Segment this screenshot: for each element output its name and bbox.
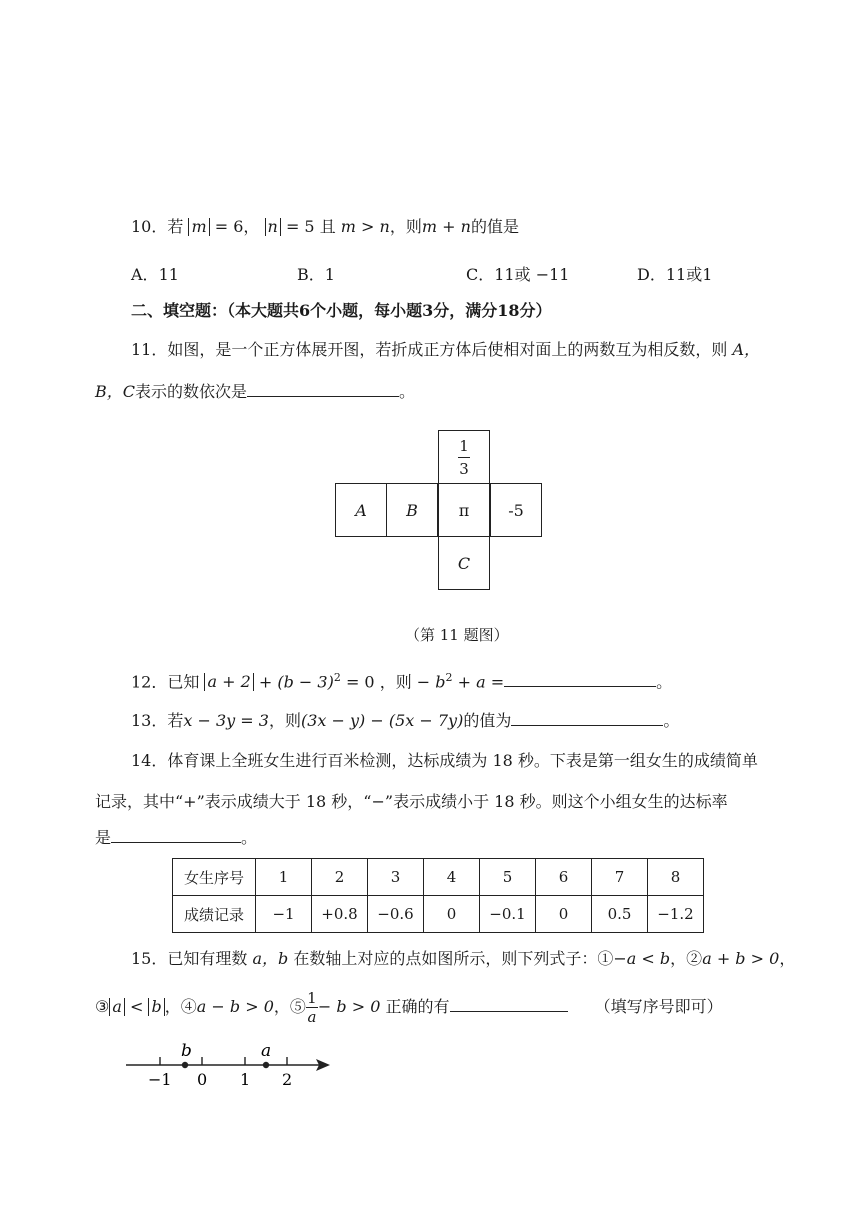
table-cell: 7: [592, 859, 648, 896]
option-letter: A．: [131, 265, 159, 284]
q12-answer-blank[interactable]: [504, 670, 656, 687]
tick-label: 2: [282, 1070, 293, 1089]
option-letter: B．: [297, 265, 325, 284]
table-cell: −1: [256, 896, 312, 933]
statement-3-marker: ③: [95, 997, 110, 1016]
option-text: 11或1: [665, 265, 713, 284]
net-cell-c: C: [438, 536, 490, 590]
table-cell: 5: [480, 859, 536, 896]
table-cell: 2: [312, 859, 368, 896]
statement-1: −a < b: [613, 949, 671, 968]
tick-label: 0: [197, 1070, 208, 1089]
abs-b: b: [148, 998, 164, 1016]
statement-4-marker: ④: [180, 997, 197, 1016]
table-cell: −0.6: [368, 896, 424, 933]
tick-label: −1: [148, 1070, 172, 1089]
q15-mid: 在数轴上对应的点如图所示，则下列式子：: [293, 949, 598, 968]
statement-2-marker: ②: [686, 949, 703, 968]
q13-answer-blank[interactable]: [511, 709, 663, 726]
option-letter: D．: [637, 265, 666, 284]
abs-n: n: [265, 218, 281, 236]
table-row-header: 成绩记录: [173, 896, 256, 933]
q12-end: 。: [656, 672, 673, 692]
q12-expr: − b: [416, 672, 446, 692]
net-cell-top: [438, 430, 490, 484]
q11-line2: [95, 380, 415, 403]
tick-label: 1: [240, 1070, 251, 1089]
net-cell-a: A: [335, 483, 387, 537]
q15-prefix: 15．已知有理数: [131, 949, 248, 968]
q14-text3: 是: [95, 828, 112, 847]
q15-vars: a，b: [252, 949, 289, 968]
q12-eq: = 0 ，则: [345, 672, 412, 692]
q10-tail: 的值是: [470, 217, 519, 236]
table-row-header: 女生序号: [173, 859, 256, 896]
fraction-denominator: a: [307, 1008, 317, 1026]
fraction-one-over-a: [306, 990, 318, 1025]
fraction-numerator: 1: [307, 989, 317, 1007]
q13-expression: (3x − y) − (5x − 7y): [300, 711, 464, 730]
statement-3-lt: <: [129, 997, 144, 1016]
q15-hint: （填写序号即可）: [594, 997, 723, 1016]
q15-line1: 15．已知有理数 a，b 在数轴上对应的点如图所示，则下列式子：①−a < b，②a + b > 0，: [131, 949, 796, 968]
table-row: [173, 859, 704, 896]
q14-line3: [95, 826, 257, 849]
abs-a: a: [109, 998, 125, 1016]
table-cell: 3: [368, 859, 424, 896]
point-a: [263, 1062, 269, 1068]
section-title: 二、填空题：: [131, 301, 228, 320]
q10-text-post: ，则: [389, 217, 422, 236]
table-cell: 0.5: [592, 896, 648, 933]
q10-stem: [131, 216, 519, 238]
label-a: a: [261, 1041, 272, 1061]
q13-tail: 的值为: [463, 711, 512, 730]
q15-line2: ③ a < b ，④a − b > 0，⑤ $\frac{1}{a}$ − b > 0 正确的有 （填写序号即可）: [95, 989, 723, 1026]
q15-correct-label: 正确的有: [385, 997, 450, 1016]
table-cell: 8: [648, 859, 704, 896]
q10-text: 若: [167, 217, 184, 236]
q10-option-c: [466, 262, 569, 285]
q11-answer-blank[interactable]: [247, 380, 399, 397]
abs-m: m: [188, 218, 209, 236]
table-cell: +0.8: [312, 896, 368, 933]
section-desc: （本大题共6个小题，每小题3分，满分18分）: [227, 301, 552, 320]
fraction-numerator: 1: [459, 436, 469, 455]
q10-option-b: [297, 262, 335, 285]
net-cell-b: B: [386, 483, 438, 537]
option-text: 11: [158, 265, 179, 284]
q11-var-a: A，: [732, 340, 761, 359]
statement-1-marker: ①: [597, 949, 614, 968]
q12-stem: [131, 667, 672, 693]
q12-term: + (b − 3): [258, 672, 334, 692]
q13-prefix: 13．若: [131, 711, 184, 730]
label-b: b: [181, 1041, 192, 1061]
q11-text: 11．如图，是一个正方体展开图，若折成正方体后使相对面上的两数互为相反数，则: [131, 340, 728, 359]
q13-end: 。: [663, 711, 680, 730]
q12-exponent: 2: [333, 671, 341, 684]
net-cell-pi: π: [438, 483, 490, 537]
statement-2: a + b > 0: [702, 949, 780, 968]
section-heading: [131, 300, 552, 322]
q10-option-a: [131, 262, 179, 285]
table-cell: 6: [536, 859, 592, 896]
fraction-one-third: [458, 437, 470, 478]
option-text: 11或 −11: [494, 265, 570, 284]
table-cell: 1: [256, 859, 312, 896]
q10-number: 10．: [131, 217, 168, 236]
q10-condition: m > n: [340, 217, 390, 236]
option-letter: C．: [466, 265, 495, 284]
q12-prefix: 12．已知: [131, 672, 200, 692]
q11-line1: [131, 339, 760, 361]
number-line: [120, 1036, 340, 1096]
table-cell: −0.1: [480, 896, 536, 933]
figure-caption: （第 11 题图）: [405, 626, 509, 644]
q14-answer-blank[interactable]: [111, 826, 241, 843]
statement-5-marker: ⑤: [289, 997, 306, 1016]
q13-mid: ，则: [268, 711, 301, 730]
q12-exponent2: 2: [445, 671, 453, 684]
q12-expr2: + a =: [457, 672, 505, 692]
fraction-bar: [458, 457, 470, 458]
q14-line1: 14．体育课上全班女生进行百米检测，达标成绩为 18 秒。下表是第一组女生的成绩简单: [131, 751, 758, 770]
table-cell: −1.2: [648, 896, 704, 933]
q10-option-d: [637, 262, 712, 285]
q13-condition: x − 3y = 3: [183, 711, 269, 730]
abs-a-plus-2: a + 2: [204, 673, 253, 691]
q14-end: 。: [241, 828, 258, 847]
q10-eq6: = 6，: [214, 217, 260, 236]
statement-5: − b > 0: [317, 997, 381, 1016]
q11-text2: 表示的数依次是: [135, 382, 248, 401]
q11-end: 。: [399, 382, 416, 401]
q10-eq5: = 5 且: [285, 217, 336, 236]
scores-table: [172, 858, 704, 933]
table-cell: 4: [424, 859, 480, 896]
statement-4: a − b > 0: [196, 997, 274, 1016]
fraction-denominator: 3: [459, 459, 469, 478]
table-row: [173, 896, 704, 933]
option-text: 1: [324, 265, 335, 284]
table-cell: 0: [536, 896, 592, 933]
table-cell: 0: [424, 896, 480, 933]
net-cell-neg5: -5: [490, 483, 542, 537]
q11-vars-bc: B，C: [95, 382, 136, 401]
q10-expression: m + n: [421, 217, 471, 236]
q14-line2: 记录，其中“+”表示成绩大于 18 秒，“−”表示成绩小于 18 秒。则这个小组女生的达标率: [95, 792, 728, 811]
q13-stem: [131, 709, 679, 732]
point-b: [182, 1062, 188, 1068]
q15-answer-blank[interactable]: [450, 995, 568, 1012]
